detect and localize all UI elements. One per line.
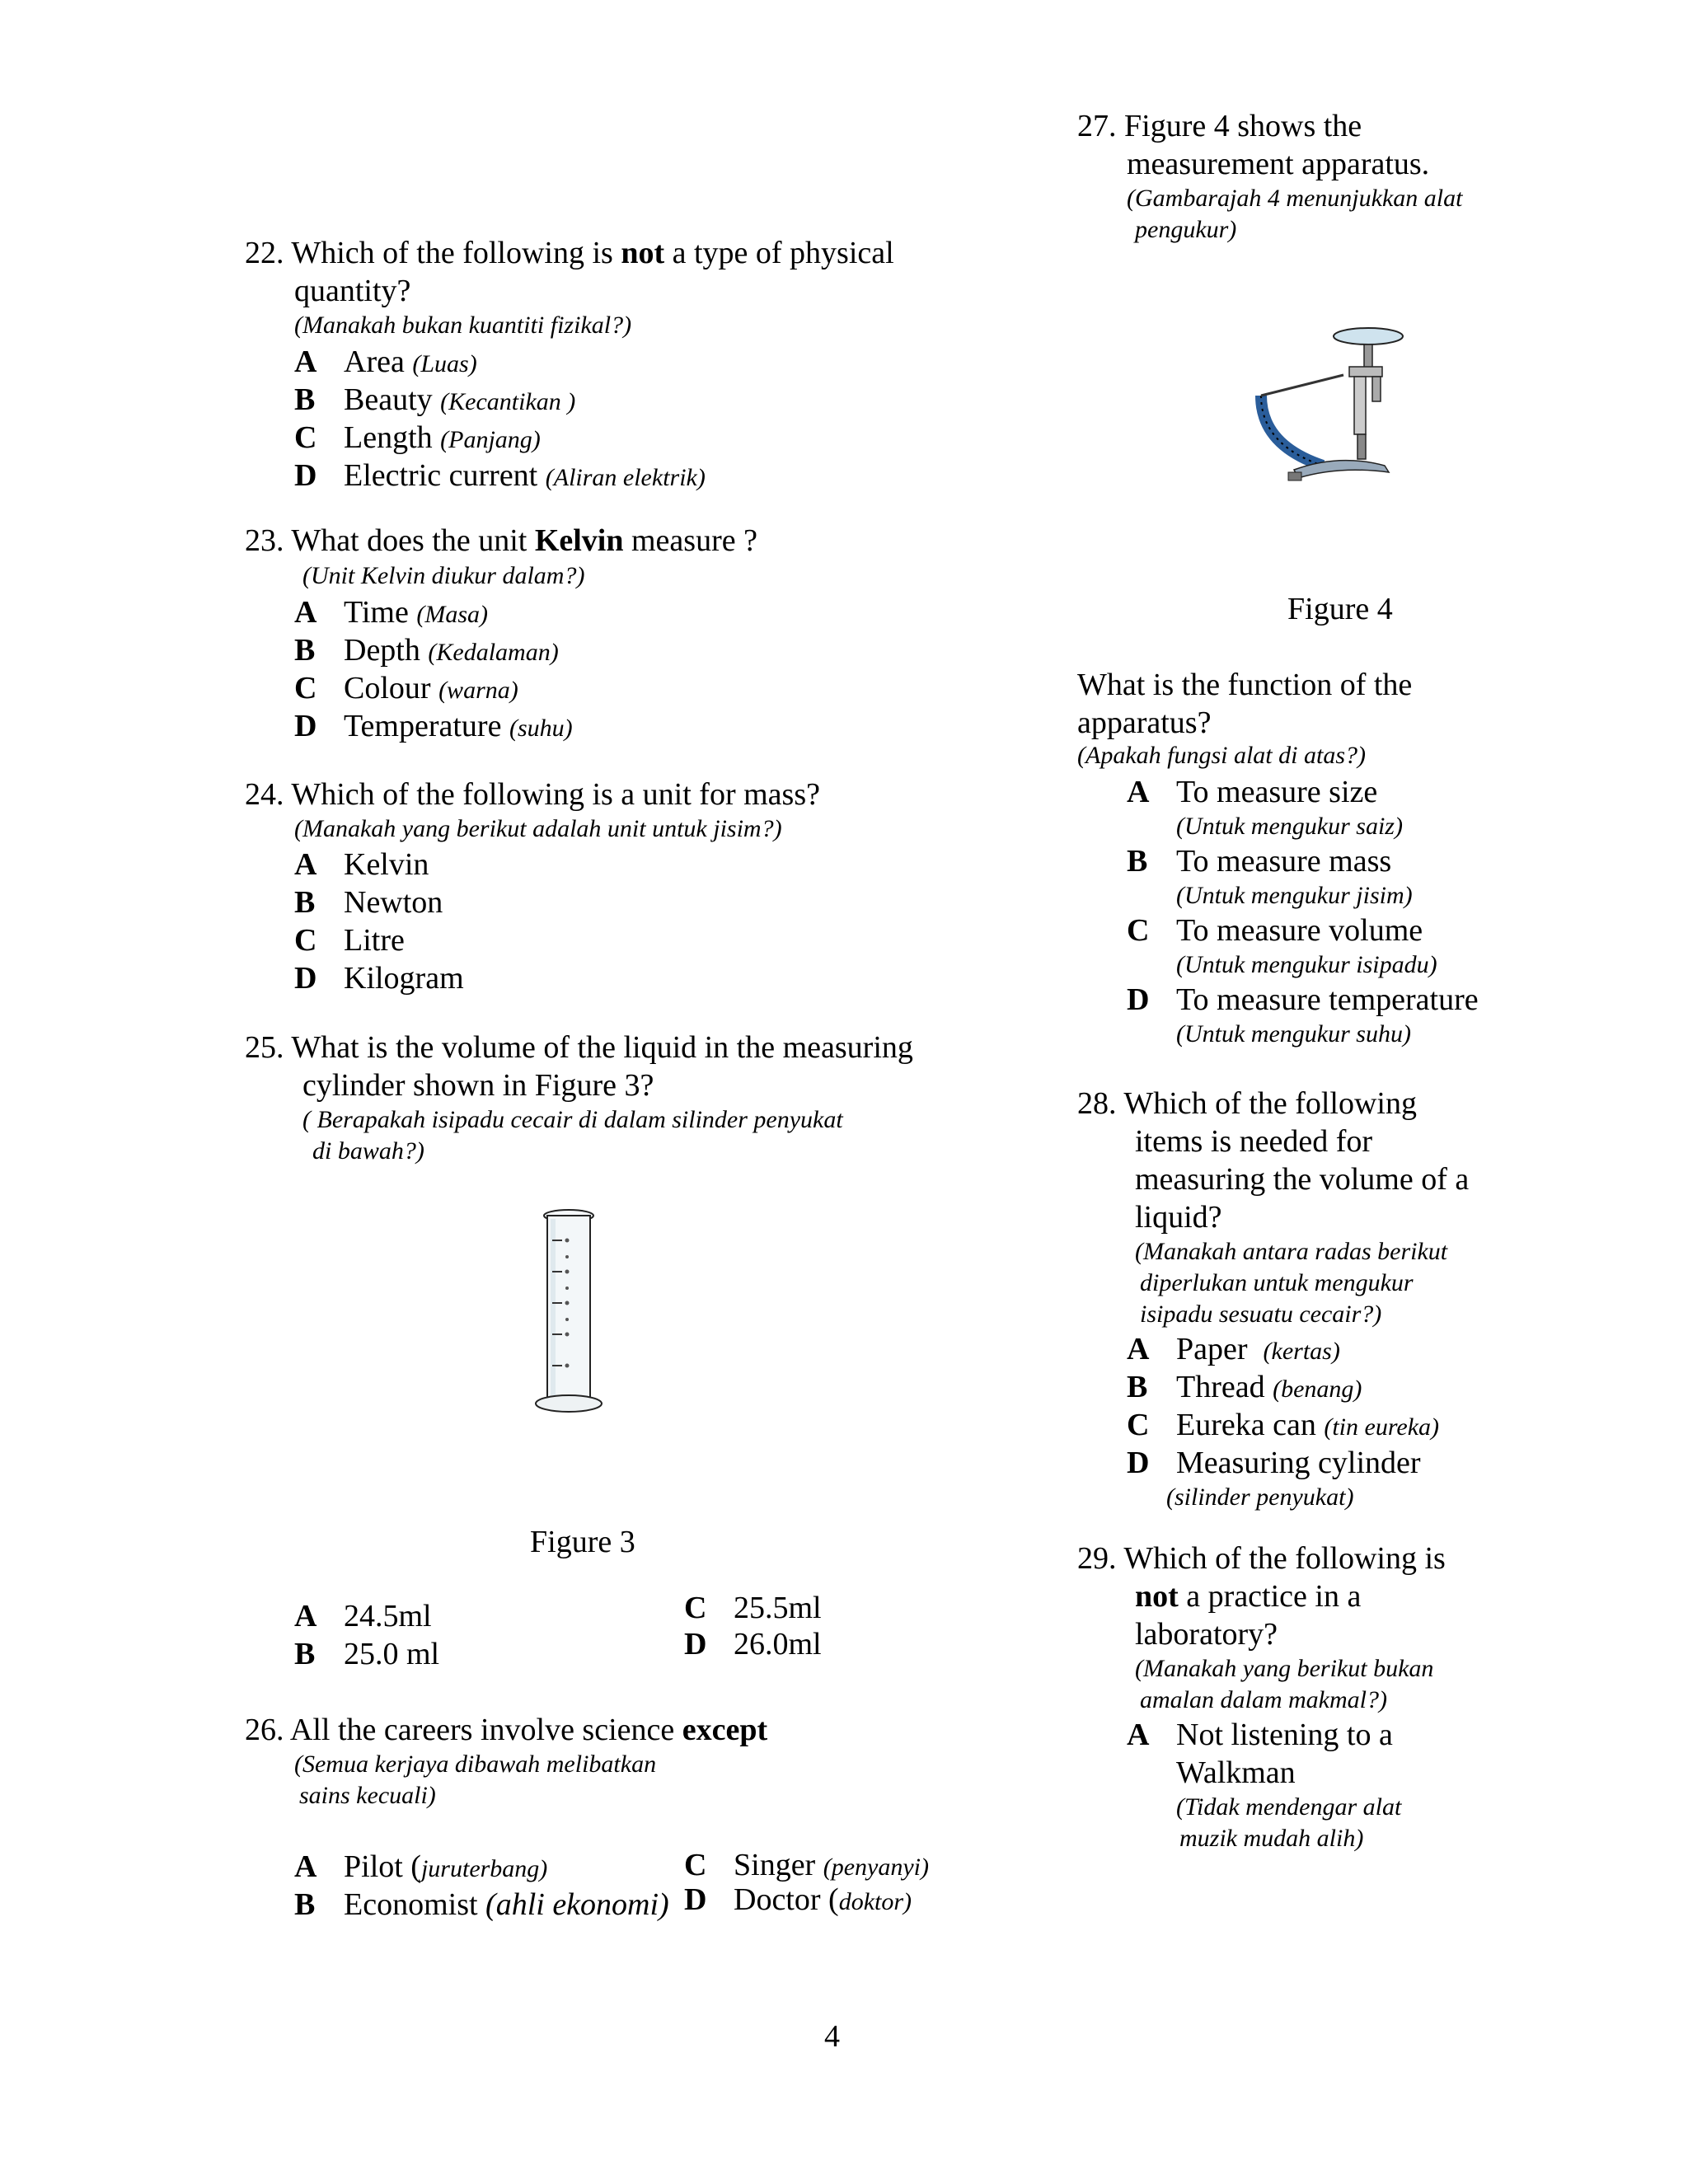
weighing-scale-figure	[1249, 321, 1414, 503]
q25-option-b[interactable]: B 25.0 ml	[294, 1637, 440, 1671]
question-28-line4: liquid?	[1135, 1200, 1222, 1235]
question-23-translation: (Unit Kelvin diukur dalam?)	[302, 562, 585, 589]
question-29-line3: laboratory?	[1135, 1617, 1278, 1652]
question-25-translation-1: ( Berapakah isipadu cecair di dalam silinder penyukat	[302, 1106, 843, 1133]
measuring-cylinder-figure	[528, 1207, 610, 1422]
question-27-sub-2: apparatus?	[1077, 705, 1212, 740]
figure-4-caption: Figure 4	[1287, 592, 1393, 626]
figure-3-caption: Figure 3	[530, 1525, 635, 1559]
question-27-sub-1: What is the function of the	[1077, 668, 1413, 702]
q27-option-a[interactable]: A To measure size (Untuk mengukur saiz)	[1127, 775, 1403, 840]
q27-option-c[interactable]: C To measure volume (Untuk mengukur isipadu)	[1127, 913, 1437, 978]
q26-option-d[interactable]: D Doctor (doktor)	[684, 1882, 912, 1917]
question-28-line3: measuring the volume of a	[1135, 1162, 1470, 1197]
q28-option-c[interactable]: C Eureka can (tin eureka)	[1127, 1408, 1440, 1442]
q22-option-b[interactable]: B Beauty (Kecantikan )	[294, 382, 576, 417]
question-26: 26. All the careers involve science except	[245, 1713, 768, 1747]
q24-option-b[interactable]: B Newton	[294, 885, 443, 920]
question-28-translation-3: isipadu sesuatu cecair?)	[1140, 1301, 1382, 1328]
q25-option-a[interactable]: A 24.5ml	[294, 1599, 432, 1633]
q28-option-d[interactable]: D Measuring cylinder (silinder penyukat)	[1127, 1446, 1421, 1511]
q26-option-a[interactable]: A Pilot (juruterbang)	[294, 1849, 548, 1884]
question-29: 29. Which of the following is	[1077, 1541, 1446, 1576]
question-29-line2: not a practice in a	[1135, 1579, 1362, 1614]
question-26-translation-1: (Semua kerjaya dibawah melibatkan	[294, 1750, 657, 1778]
q23-option-b[interactable]: B Depth (Kedalaman)	[294, 633, 559, 668]
question-27-translation-1: (Gambarajah 4 menunjukkan alat	[1127, 185, 1463, 212]
q22-option-c[interactable]: C Length (Panjang)	[294, 420, 541, 455]
question-26-translation-2: sains kecuali)	[299, 1782, 436, 1809]
q22-option-d[interactable]: D Electric current (Aliran elektrik)	[294, 458, 706, 493]
q23-option-c[interactable]: C Colour (warna)	[294, 671, 518, 705]
q28-option-a[interactable]: A Paper (kertas)	[1127, 1332, 1340, 1366]
question-27-translation-2: pengukur)	[1135, 216, 1237, 243]
question-28-line2: items is needed for	[1135, 1124, 1373, 1159]
question-29-translation-1: (Manakah yang berikut bukan	[1135, 1655, 1434, 1682]
question-28-translation-1: (Manakah antara radas berikut	[1135, 1238, 1448, 1265]
q29-option-a[interactable]: A Not listening to a Walkman (Tidak mendengar alat muzik mudah alih)	[1127, 1718, 1402, 1852]
q22-option-a[interactable]: A Area (Luas)	[294, 344, 477, 379]
q27-option-d[interactable]: D To measure temperature (Untuk mengukur suhu)	[1127, 982, 1479, 1047]
question-25-line2: cylinder shown in Figure 3?	[302, 1068, 654, 1103]
q28-option-b[interactable]: B Thread (benang)	[1127, 1370, 1362, 1404]
question-23: 23. What does the unit Kelvin measure ?	[245, 523, 757, 558]
question-27-line2: measurement apparatus.	[1127, 147, 1430, 181]
question-25: 25. What is the volume of the liquid in the measuring	[245, 1030, 913, 1065]
q25-option-c[interactable]: C 25.5ml	[684, 1591, 822, 1625]
question-28: 28. Which of the following	[1077, 1086, 1417, 1121]
q24-option-c[interactable]: C Litre	[294, 923, 405, 958]
q26-option-c[interactable]: C Singer (penyanyi)	[684, 1848, 929, 1882]
question-24: 24. Which of the following is a unit for mass?	[245, 777, 820, 812]
question-25-translation-2: di bawah?)	[312, 1137, 424, 1165]
question-29-translation-2: amalan dalam makmal?)	[1140, 1686, 1387, 1713]
question-22-line2: quantity?	[294, 274, 411, 308]
question-28-translation-2: diperlukan untuk mengukur	[1140, 1269, 1414, 1296]
question-22-translation: (Manakah bukan kuantiti fizikal?)	[294, 312, 632, 339]
q27-option-b[interactable]: B To measure mass (Untuk mengukur jisim)	[1127, 844, 1413, 909]
page-number: 4	[824, 2019, 840, 2054]
q25-option-d[interactable]: D 26.0ml	[684, 1627, 822, 1661]
q26-option-b[interactable]: B Economist (ahli ekonomi)	[294, 1887, 669, 1922]
question-27: 27. Figure 4 shows the	[1077, 109, 1362, 143]
question-24-translation: (Manakah yang berikut adalah unit untuk jisim?)	[294, 815, 782, 842]
q23-option-a[interactable]: A Time (Masa)	[294, 595, 489, 630]
question-22: 22. Which of the following is not a type of physical	[245, 236, 894, 270]
question-27-sub-translation: (Apakah fungsi alat di atas?)	[1077, 742, 1366, 769]
q24-option-a[interactable]: A Kelvin	[294, 847, 429, 882]
q24-option-d[interactable]: D Kilogram	[294, 961, 464, 996]
q23-option-d[interactable]: D Temperature (suhu)	[294, 709, 573, 743]
